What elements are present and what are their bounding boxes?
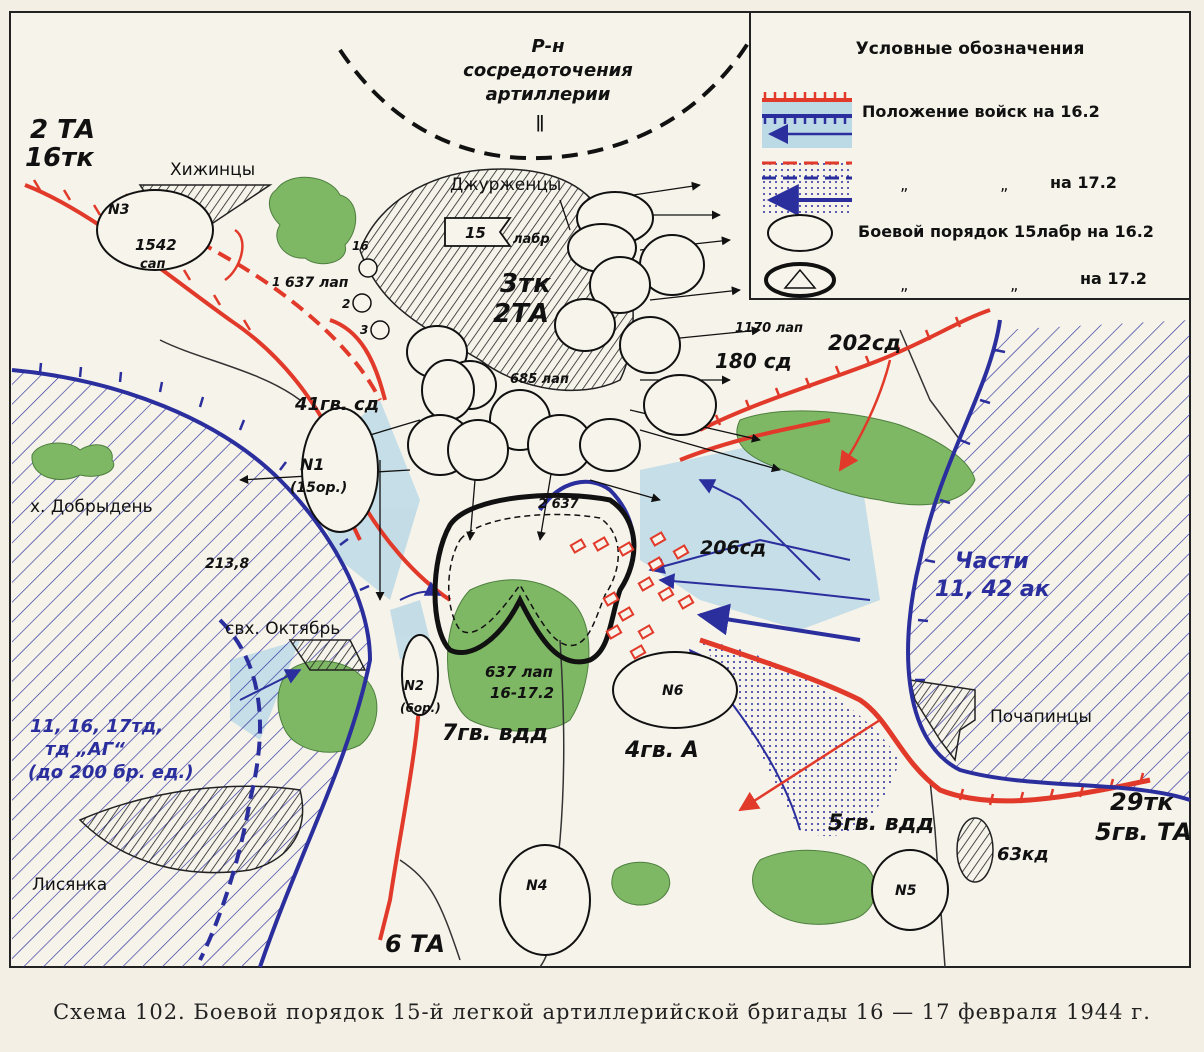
label-labr: лабр xyxy=(513,232,550,247)
label-dobryden: х. Добрыдень xyxy=(30,497,153,517)
label-202sd: 202сд xyxy=(828,331,902,355)
label-15-flag: 15 xyxy=(465,224,486,242)
legend-item-3: Боевой порядок 15лабр на 16.2 xyxy=(858,222,1154,241)
legend-item-4: на 17.2 xyxy=(1080,269,1147,288)
label-7gvvdd: 7гв. вдд xyxy=(442,721,549,746)
label-637lap-dates-1: 637 лап xyxy=(485,663,554,681)
legend-title: Условные обозначения xyxy=(855,39,1085,59)
label-213-8: 213,8 xyxy=(205,556,250,572)
label-637lap-dates-2: 16-17.2 xyxy=(490,684,555,702)
label-n1: N1 xyxy=(300,455,325,474)
label-63kd: 63кд xyxy=(997,844,1049,865)
label-num-2: 2 xyxy=(342,297,351,311)
label-n2-sub: (6ор.) xyxy=(400,701,441,715)
label-oktyabr: свх. Октябрь xyxy=(225,619,341,639)
label-n1-sub: (15ор.) xyxy=(290,480,348,496)
label-enemy-2: тд „АГ“ xyxy=(45,739,125,760)
label-num-16: 16 xyxy=(352,239,369,253)
legend-item-1: Положение войск на 16.2 xyxy=(862,102,1100,121)
artillery-zone-mark: ǁ xyxy=(535,112,545,133)
label-n4: N4 xyxy=(526,878,548,894)
label-enemy-3: (до 200 бр. ед.) xyxy=(28,762,194,783)
label-16tk: 16тк xyxy=(25,143,94,173)
label-num-3: 3 xyxy=(360,323,369,337)
legend-item-4-ditto-b: „ xyxy=(1010,275,1019,294)
legend-item-2: на 17.2 xyxy=(1050,173,1117,192)
label-khizhintsy: Хижинцы xyxy=(170,160,256,180)
label-n6: N6 xyxy=(662,683,684,699)
label-685lap: 685 лап xyxy=(510,372,569,387)
legend-item-2-ditto-a: „ xyxy=(900,175,909,194)
label-2-637: 2 637 xyxy=(538,497,579,512)
label-6ta: 6 ТА xyxy=(385,930,445,958)
label-1170lap: 1170 лап xyxy=(735,321,803,336)
artillery-zone-line-3: артиллерии xyxy=(485,84,611,105)
label-5gvta: 5гв. ТА xyxy=(1095,818,1192,846)
label-num-1: 1 xyxy=(272,275,281,289)
label-chasti: Части xyxy=(955,549,1029,574)
label-1542: 1542 xyxy=(135,236,177,254)
label-206sd: 206сд xyxy=(700,537,767,559)
label-3tk: 3тк xyxy=(500,269,551,299)
figure-caption: Схема 102. Боевой порядок 15-й легкой артиллерийской бригады 16 — 17 февраля 1944 г. xyxy=(53,1000,1151,1024)
label-lisyanka: Лисянка xyxy=(32,875,108,895)
legend-item-4-ditto-a: „ xyxy=(900,275,909,294)
label-n2: N2 xyxy=(404,679,424,694)
label-n3: N3 xyxy=(108,202,130,218)
label-sap: сап xyxy=(140,257,166,272)
artillery-zone-line-2: сосредоточения xyxy=(463,60,633,81)
label-41gvsd: 41гв. сд xyxy=(295,394,380,415)
label-dzhurzhentsy: Джурженцы xyxy=(450,175,562,195)
artillery-zone-line-1: Р-н xyxy=(531,36,565,57)
label-29tk: 29тк xyxy=(1110,788,1174,816)
label-2ta-b: 2ТА xyxy=(493,299,549,329)
label-pochapintsy: Почапинцы xyxy=(990,707,1092,727)
label-enemy-1: 11, 16, 17тд, xyxy=(30,716,164,737)
label-2ta: 2 ТА xyxy=(30,115,95,145)
label-n5: N5 xyxy=(895,883,917,899)
legend-item-2-ditto-b: „ xyxy=(1000,175,1009,194)
label-180sd: 180 сд xyxy=(715,349,792,373)
label-11-42ak: 11, 42 ак xyxy=(935,577,1050,602)
label-4gva: 4гв. А xyxy=(625,738,699,763)
label-5gvvdd: 5гв. вдд xyxy=(828,811,935,836)
label-637lap: 637 лап xyxy=(285,275,349,291)
